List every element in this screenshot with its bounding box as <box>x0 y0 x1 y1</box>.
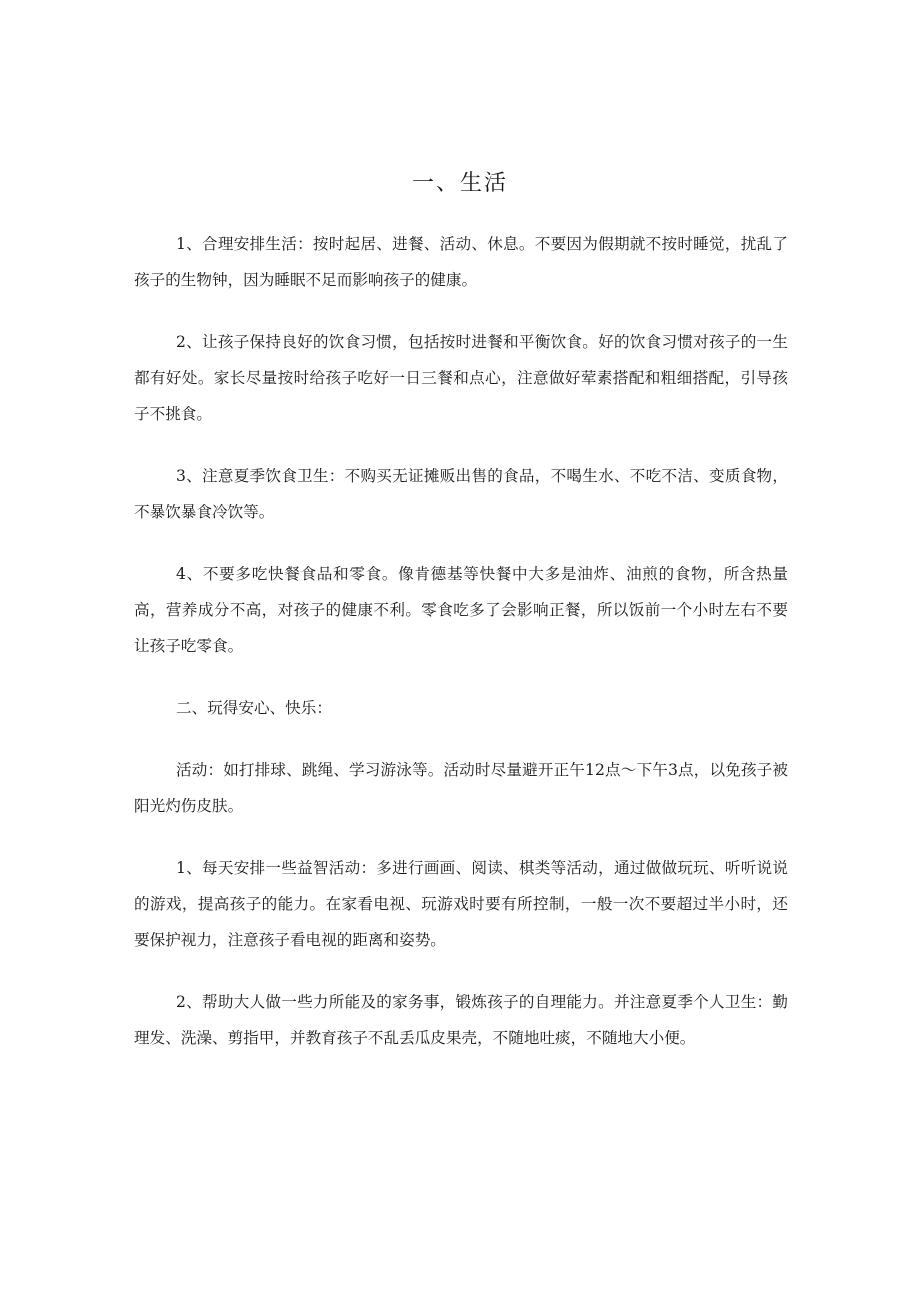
paragraph-educational-activities: 1、每天安排一些益智活动：多进行画画、阅读、棋类等活动，通过做做玩玩、听听说说的游戏，提高孩子的能力。在家看电视、玩游戏时要有所控制，一般一次不要超过半小时，还要保护视力，注意孩子看电视的距离和姿势。 <box>134 859 788 949</box>
document-body <box>134 226 788 1082</box>
section-heading-play: 二、玩得安心、快乐： <box>176 699 332 717</box>
paragraph-fast-food-snacks: 4、不要多吃快餐食品和零食。像肯德基等快餐中大多是油炸、油煎的食物，所含热量高，营养成分不高，对孩子的健康不利。零食吃多了会影响正餐，所以饭前一个小时左右不要让孩子吃零食。 <box>134 565 788 655</box>
paragraph-life-schedule: 1、合理安排生活：按时起居、进餐、活动、休息。不要因为假期就不按时睡觉，扰乱了孩子的生物钟，因为睡眠不足而影响孩子的健康。 <box>134 235 788 289</box>
paragraph-eating-habits: 2、让孩子保持良好的饮食习惯，包括按时进餐和平衡饮食。好的饮食习惯对孩子的一生都有好处。家长尽量按时给孩子吃好一日三餐和点心，注意做好荤素搭配和粗细搭配，引导孩子不挑食。 <box>134 333 788 423</box>
paragraph-housework-hygiene: 2、帮助大人做一些力所能及的家务事，锻炼孩子的自理能力。并注意夏季个人卫生：勤理发、洗澡、剪指甲，并教育孩子不乱丢瓜皮果壳，不随地吐痰，不随地大小便。 <box>134 993 788 1047</box>
paragraph-summer-food-hygiene: 3、注意夏季饮食卫生：不购买无证摊贩出售的食品，不喝生水、不吃不洁、变质食物，不暴饮暴食冷饮等。 <box>134 467 788 521</box>
paragraph-activities: 活动：如打排球、跳绳、学习游泳等。活动时尽量避开正午12点～下午3点，以免孩子被阳光灼伤皮肤。 <box>134 761 788 815</box>
section-title: 一、生活 <box>411 171 508 196</box>
